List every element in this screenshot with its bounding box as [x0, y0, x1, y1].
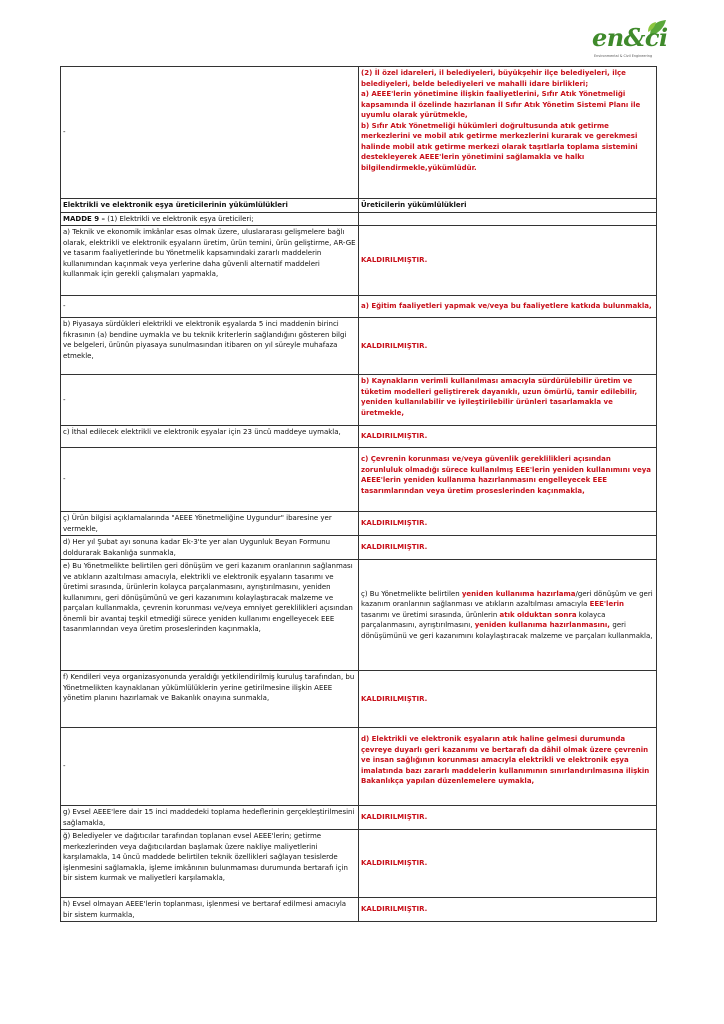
new-text-cell: (2) İl özel idareleri, il belediyeleri, büyükşehir ilçe belediyeleri, ilçe belediyeleri, belde belediyeleri ve mahalli idare birlikleri; a) AEEE'lerin yönetimine ilişkin faaliyetlerini, Sıfır Atık Yönetmeliği kapsamında il özelinde hazırlanan İl Sıfır Atık Yönetim Sistemi Planı ile uyumlu olarak yürütmekle, b) Sıfır Atık Yönetmeliği hükümleri doğrultusunda atık getirme merkezlerini ve mobil atık getirme merkezlerini kurarak ve gerekmesi halinde mobil atık getirme merkezi olarak taşıtlarla toplama sistemini destekleyerek AEEE'lerin yönetimini sağlamakla ve halkı bilgilendirmekle,yükümlüdür. — [359, 67, 657, 199]
table-row — [61, 728, 657, 806]
table-row — [61, 536, 657, 560]
table-row — [61, 830, 657, 898]
old-text-cell: h) Evsel olmayan AEEE'lerin toplanması, işlenmesi ve bertaraf edilmesi amacıyla bir sistem kurmakla, — [61, 898, 359, 922]
old-text-cell: MADDE 9 – (1) Elektrikli ve elektronik eşya üreticileri; — [61, 212, 359, 226]
table-row — [61, 448, 657, 512]
removed-label: KALDIRILMIŞTIR. — [359, 830, 657, 898]
amended-fragment: EEE'lerin — [589, 600, 625, 609]
old-text-cell: a) Teknik ve ekonomik imkânlar esas olmak üzere, uluslararası gelişmelere bağlı olarak, elektrikli ve elektronik eşyaların üretim, ürün temini, ürün geliştirme, AR-GE ve tasarım faaliyetlerinde bu Yönetmelik kapsamındaki zararlı maddelerin kullanımından kaçınmak veya yerlerine daha güvenli alternatif maddeleri kullanmak için gerekli çalışmaları yapmakla, — [61, 226, 359, 296]
table-row — [61, 296, 657, 318]
table-row — [61, 375, 657, 426]
old-text-cell: c) İthal edilecek elektrikli ve elektronik eşyalar için 23 üncü maddeye uymakla, — [61, 426, 359, 448]
amended-fragment: atık olduktan sonra — [499, 610, 577, 619]
old-text-cell: b) Piyasaya sürdükleri elektrikli ve elektronik eşyalarda 5 inci maddenin birinci fıkrasının (a) bendine uymakla ve bu teknik kriterlerin sağlandığını gösteren bilgi ve belgeleri, ürünün piyasaya sunulmasından itibaren on yıl süreyle muhafaza etmekle, — [61, 318, 359, 375]
table-row — [61, 898, 657, 922]
new-text-cell: c) Çevrenin korunması ve/veya güvenlik gereklilikleri açısından zorunluluk olmadığı sürece kullanılmış EEE'lerin yeniden kullanımını veya AEEE'lerin yeniden kullanıma hazırlanmasını engelleyecek EEE tasarımlarından veya üretim proseslerinden kaçınmakla, — [359, 448, 657, 512]
old-text-cell: f) Kendileri veya organizasyonunda yeraldığı yetkilendirilmiş kuruluş tarafından, bu Yönetmelikten kaynaklanan yükümlülüklerin yerine getirilmesine ilişkin AEEE yönetim planını hazırlamak ve Bakanlık onayına sunmakla, — [61, 671, 359, 728]
table-row — [61, 226, 657, 296]
old-text-cell: - — [61, 728, 359, 806]
text-fragment: /geri dönüşüm ve geri kazanım oranlarının sağlanması ve atıkların azaltılması amacıyla — [361, 589, 653, 609]
old-text-cell: d) Her yıl Şubat ayı sonuna kadar Ek-3'te yer alan Uygunluk Beyan Formunu doldurarak Bakanlığa sunmakla, — [61, 536, 359, 560]
removed-label: KALDIRILMIŞTIR. — [359, 512, 657, 536]
new-text-cell — [359, 212, 657, 226]
table-row — [61, 806, 657, 830]
amended-fragment: yeniden kullanıma hazırlanmasını, — [474, 621, 613, 630]
text-fragment: tasarımı ve üretimi sırasında, ürünlerin — [361, 610, 500, 619]
removed-label: KALDIRILMIŞTIR. — [359, 426, 657, 448]
logo-subtitle: Environmental & Civil Engineering — [594, 54, 653, 58]
old-text-cell: - — [61, 448, 359, 512]
removed-label: KALDIRILMIŞTIR. — [359, 318, 657, 375]
old-text-cell: ç) Ürün bilgisi açıklamalarında "AEEE Yönetmeliğine Uygundur" ibaresine yer vermekle, — [61, 512, 359, 536]
old-text-cell: g) Evsel AEEE'lere dair 15 inci maddedeki toplama hedeflerinin gerçekleştirilmesini sağlamakla, — [61, 806, 359, 830]
table-row — [61, 512, 657, 536]
removed-label: KALDIRILMIŞTIR. — [359, 898, 657, 922]
new-heading-cell: Üreticilerin yükümlülükleri — [359, 199, 657, 213]
table-row — [61, 318, 657, 375]
new-text-cell: a) Eğitim faaliyetleri yapmak ve/veya bu faaliyetlere katkıda bulunmakla, — [359, 296, 657, 318]
old-heading-cell: Elektrikli ve elektronik eşya üreticilerinin yükümlülükleri — [61, 199, 359, 213]
text-fragment: kolayca parçalanmasını, ayrıştırılmasını, — [361, 610, 606, 630]
removed-label: KALDIRILMIŞTIR. — [359, 226, 657, 296]
table-row — [61, 671, 657, 728]
new-text-cell: d) Elektrikli ve elektronik eşyaların atık haline gelmesi durumunda çevreye duyarlı geri kazanımı ve bertarafı da dâhil olmak üzere çevrenin ve insan sağlığının korunması amacıyla elektrikli ve elektronik eşya imalatında bazı zararlı maddelerin kullanımının sınırlandırılmasına ilişkin Bakanlıkça yapılan düzenlemelere uymakla, — [359, 728, 657, 806]
old-text-cell: - — [61, 67, 359, 199]
old-text-cell: e) Bu Yönetmelikte belirtilen geri dönüşüm ve geri kazanım oranlarının sağlanması ve atıkların azaltılması amacıyla, elektrikli ve elektronik eşyaların tasarımı ve üretimi sırasında, ürünlerin kolayca parçalanmasını, ayrıştırılmasını, yeniden kullanımını, geri dönüşümünü ve geri kazanımını kolaylaştıracak malzeme ve parçaları kullanmakla, çevrenin korunması ve/veya emniyet gereklilikleri açısından önemli bir avantaj teşkil etmediği sürece yeniden kullanımı engelleyecek EEE tasarımlarından veya üretim proseslerinden kaçınmakla, — [61, 560, 359, 671]
old-text-cell: - — [61, 375, 359, 426]
new-text-cell-mixed — [359, 560, 657, 671]
article-intro: (1) Elektrikli ve elektronik eşya üreticileri; — [107, 214, 254, 223]
amended-fragment: yeniden kullanıma hazırlama — [461, 589, 576, 598]
old-text-cell: ğ) Belediyeler ve dağıtıcılar tarafından toplanan evsel AEEE'lerin; getirme merkezlerinden veya dağıtıcılardan başlamak üzere nakliye maliyetlerini karşılamakla, 14 üncü maddede belirtilen teknik özellikleri sağlayan tesislerde işlenmesini sağlamakla, işleme imkânının bulunmaması durumunda bertarafı için bir sistem kurmak ve maliyetleri karşılamakla, — [61, 830, 359, 898]
table-row — [61, 67, 657, 199]
logo-text: en&ci — [592, 23, 668, 52]
old-text-cell: - — [61, 296, 359, 318]
table-row — [61, 426, 657, 448]
company-logo — [586, 18, 678, 64]
text-fragment: geri dönüşümünü ve geri kazanımını kolaylaştıracak malzeme ve parçaları kullanmakla, — [361, 621, 653, 640]
table-row — [61, 199, 657, 213]
removed-label: KALDIRILMIŞTIR. — [359, 536, 657, 560]
removed-label: KALDIRILMIŞTIR. — [359, 806, 657, 830]
table-row — [61, 560, 657, 671]
text-fragment: ç) Bu Yönetmelikte belirtilen — [361, 589, 462, 598]
new-text-cell: b) Kaynakların verimli kullanılması amacıyla sürdürülebilir üretim ve tüketim modelleri geliştirerek dayanıklı, uzun ömürlü, tamir edilebilir, yeniden kullanılabilir ve iyileştirilebilir ürünleri tasarlamakla ve üretmekle, — [359, 375, 657, 426]
removed-label: KALDIRILMIŞTIR. — [359, 671, 657, 728]
table-row — [61, 212, 657, 226]
comparison-table — [60, 66, 657, 922]
